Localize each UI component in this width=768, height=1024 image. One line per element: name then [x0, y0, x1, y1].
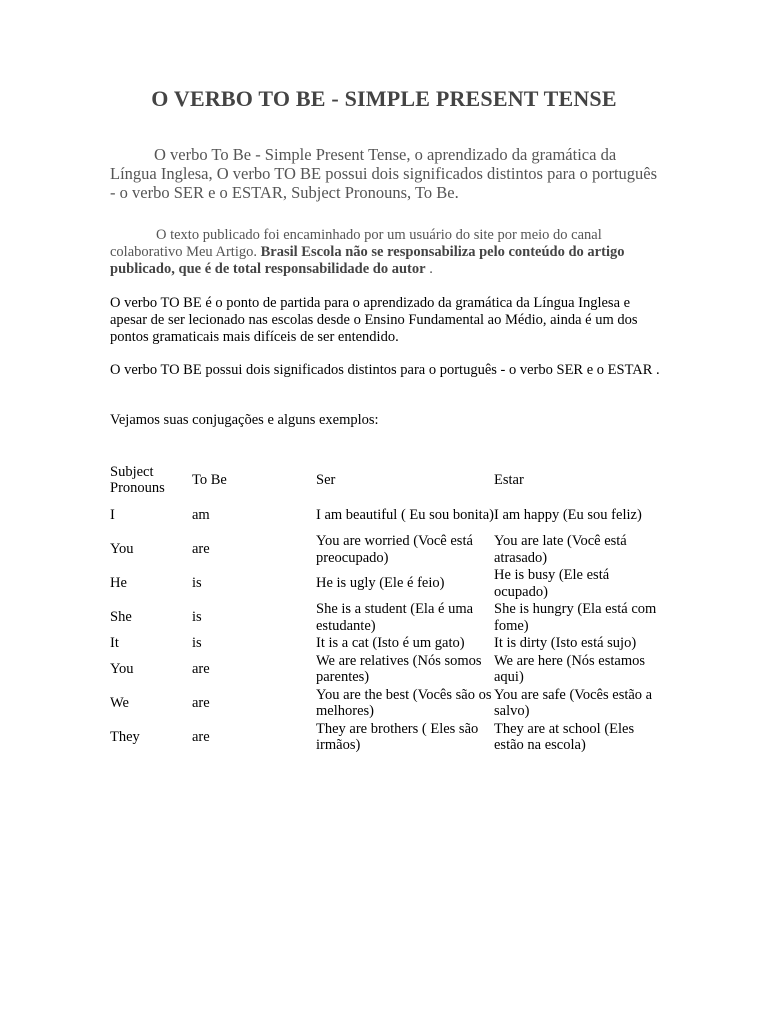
cell-pronoun: It [110, 635, 119, 651]
cell-estar: They are at school (Eles estão na escola) [494, 720, 635, 753]
cell-estar: I am happy (Eu sou feliz) [494, 507, 642, 524]
cell-ser: I am beautiful ( Eu sou bonita) [316, 507, 494, 524]
table-row [110, 652, 664, 686]
table-row [110, 566, 664, 600]
cell-estar: She is hungry (Ela está com fome) [494, 601, 657, 634]
publication-notice [110, 227, 650, 278]
cell-ser: They are brothers ( Eles são irmãos) [316, 720, 479, 753]
cell-estar: You are late (Você está atrasado) [494, 533, 627, 566]
cell-estar: We are here (Nós estamos aqui) [494, 652, 646, 685]
cell-ser: It is a cat (Isto é um gato) [316, 635, 465, 651]
table-row [110, 634, 664, 652]
paragraph-meanings: O verbo TO BE possui dois significados distintos para o português - o verbo SER e o ESTAR . [110, 362, 660, 378]
cell-ser: She is a student (Ela é uma estudante) [316, 601, 474, 634]
cell-pronoun: We [110, 694, 129, 711]
page-title: O VERBO TO BE - SIMPLE PRESENT TENSE [151, 86, 617, 111]
header-to-be: To Be [192, 471, 227, 488]
cell-to-be: is [192, 575, 202, 592]
cell-to-be: are [192, 694, 210, 711]
intro-paragraph [110, 145, 665, 202]
cell-to-be: is [192, 635, 202, 651]
table-header-row [110, 460, 664, 498]
cell-estar: It is dirty (Isto está sujo) [494, 635, 637, 651]
cell-pronoun: I [110, 507, 115, 524]
cell-pronoun: You [110, 541, 134, 558]
cell-to-be: are [192, 541, 210, 558]
cell-pronoun: He [110, 575, 127, 592]
table-row [110, 686, 664, 720]
table-row [110, 498, 664, 532]
intro-text: O verbo To Be - Simple Present Tense, o aprendizado da gramática da Língua Inglesa, O verbo TO BE possui dois significados distintos para o português - o verbo SER e o ESTAR, Subject Pronouns, To Be. [110, 145, 658, 202]
cell-pronoun: She [110, 609, 132, 626]
table-row [110, 532, 664, 566]
cell-to-be: are [192, 660, 210, 677]
cell-ser: You are worried (Você está preocupado) [316, 533, 473, 566]
conjugation-table [110, 460, 664, 754]
paragraph-examples-lead: Vejamos suas conjugações e alguns exemplos: [110, 412, 379, 428]
cell-ser: We are relatives (Nós somos parentes) [316, 652, 482, 685]
cell-estar: He is busy (Ele está ocupado) [494, 567, 610, 600]
cell-to-be: are [192, 728, 210, 745]
cell-to-be: is [192, 609, 202, 626]
cell-to-be: am [192, 507, 210, 524]
paragraph-to-be-intro: O verbo TO BE é o ponto de partida para o aprendizado da gramática da Língua Inglesa e apesar de ser lecionado nas escolas desde o Ensino Fundamental ao Médio, ainda é um dos pontos gramaticais mais difíceis de ser entendido. [110, 295, 638, 345]
notice-end-text: . [425, 261, 433, 277]
notice-plain-text: O texto publicado foi encaminhado por um usuário do site por meio do canal colaborativo Meu Artigo. [110, 227, 602, 260]
cell-ser: You are the best (Vocês são os melhores) [316, 686, 492, 719]
cell-estar: You are safe (Vocês estão a salvo) [494, 686, 653, 719]
table-row [110, 720, 664, 754]
cell-pronoun: They [110, 728, 140, 745]
table-row [110, 600, 664, 634]
header-subject-pronouns: Subject Pronouns [110, 463, 165, 496]
cell-ser: He is ugly (Ele é feio) [316, 575, 445, 592]
cell-pronoun: You [110, 660, 134, 677]
header-ser: Ser [316, 471, 336, 488]
header-estar: Estar [494, 471, 524, 488]
notice-bold-text: Brasil Escola não se responsabiliza pelo conteúdo do artigo publicado, que é de total responsabilidade do autor [110, 244, 625, 277]
